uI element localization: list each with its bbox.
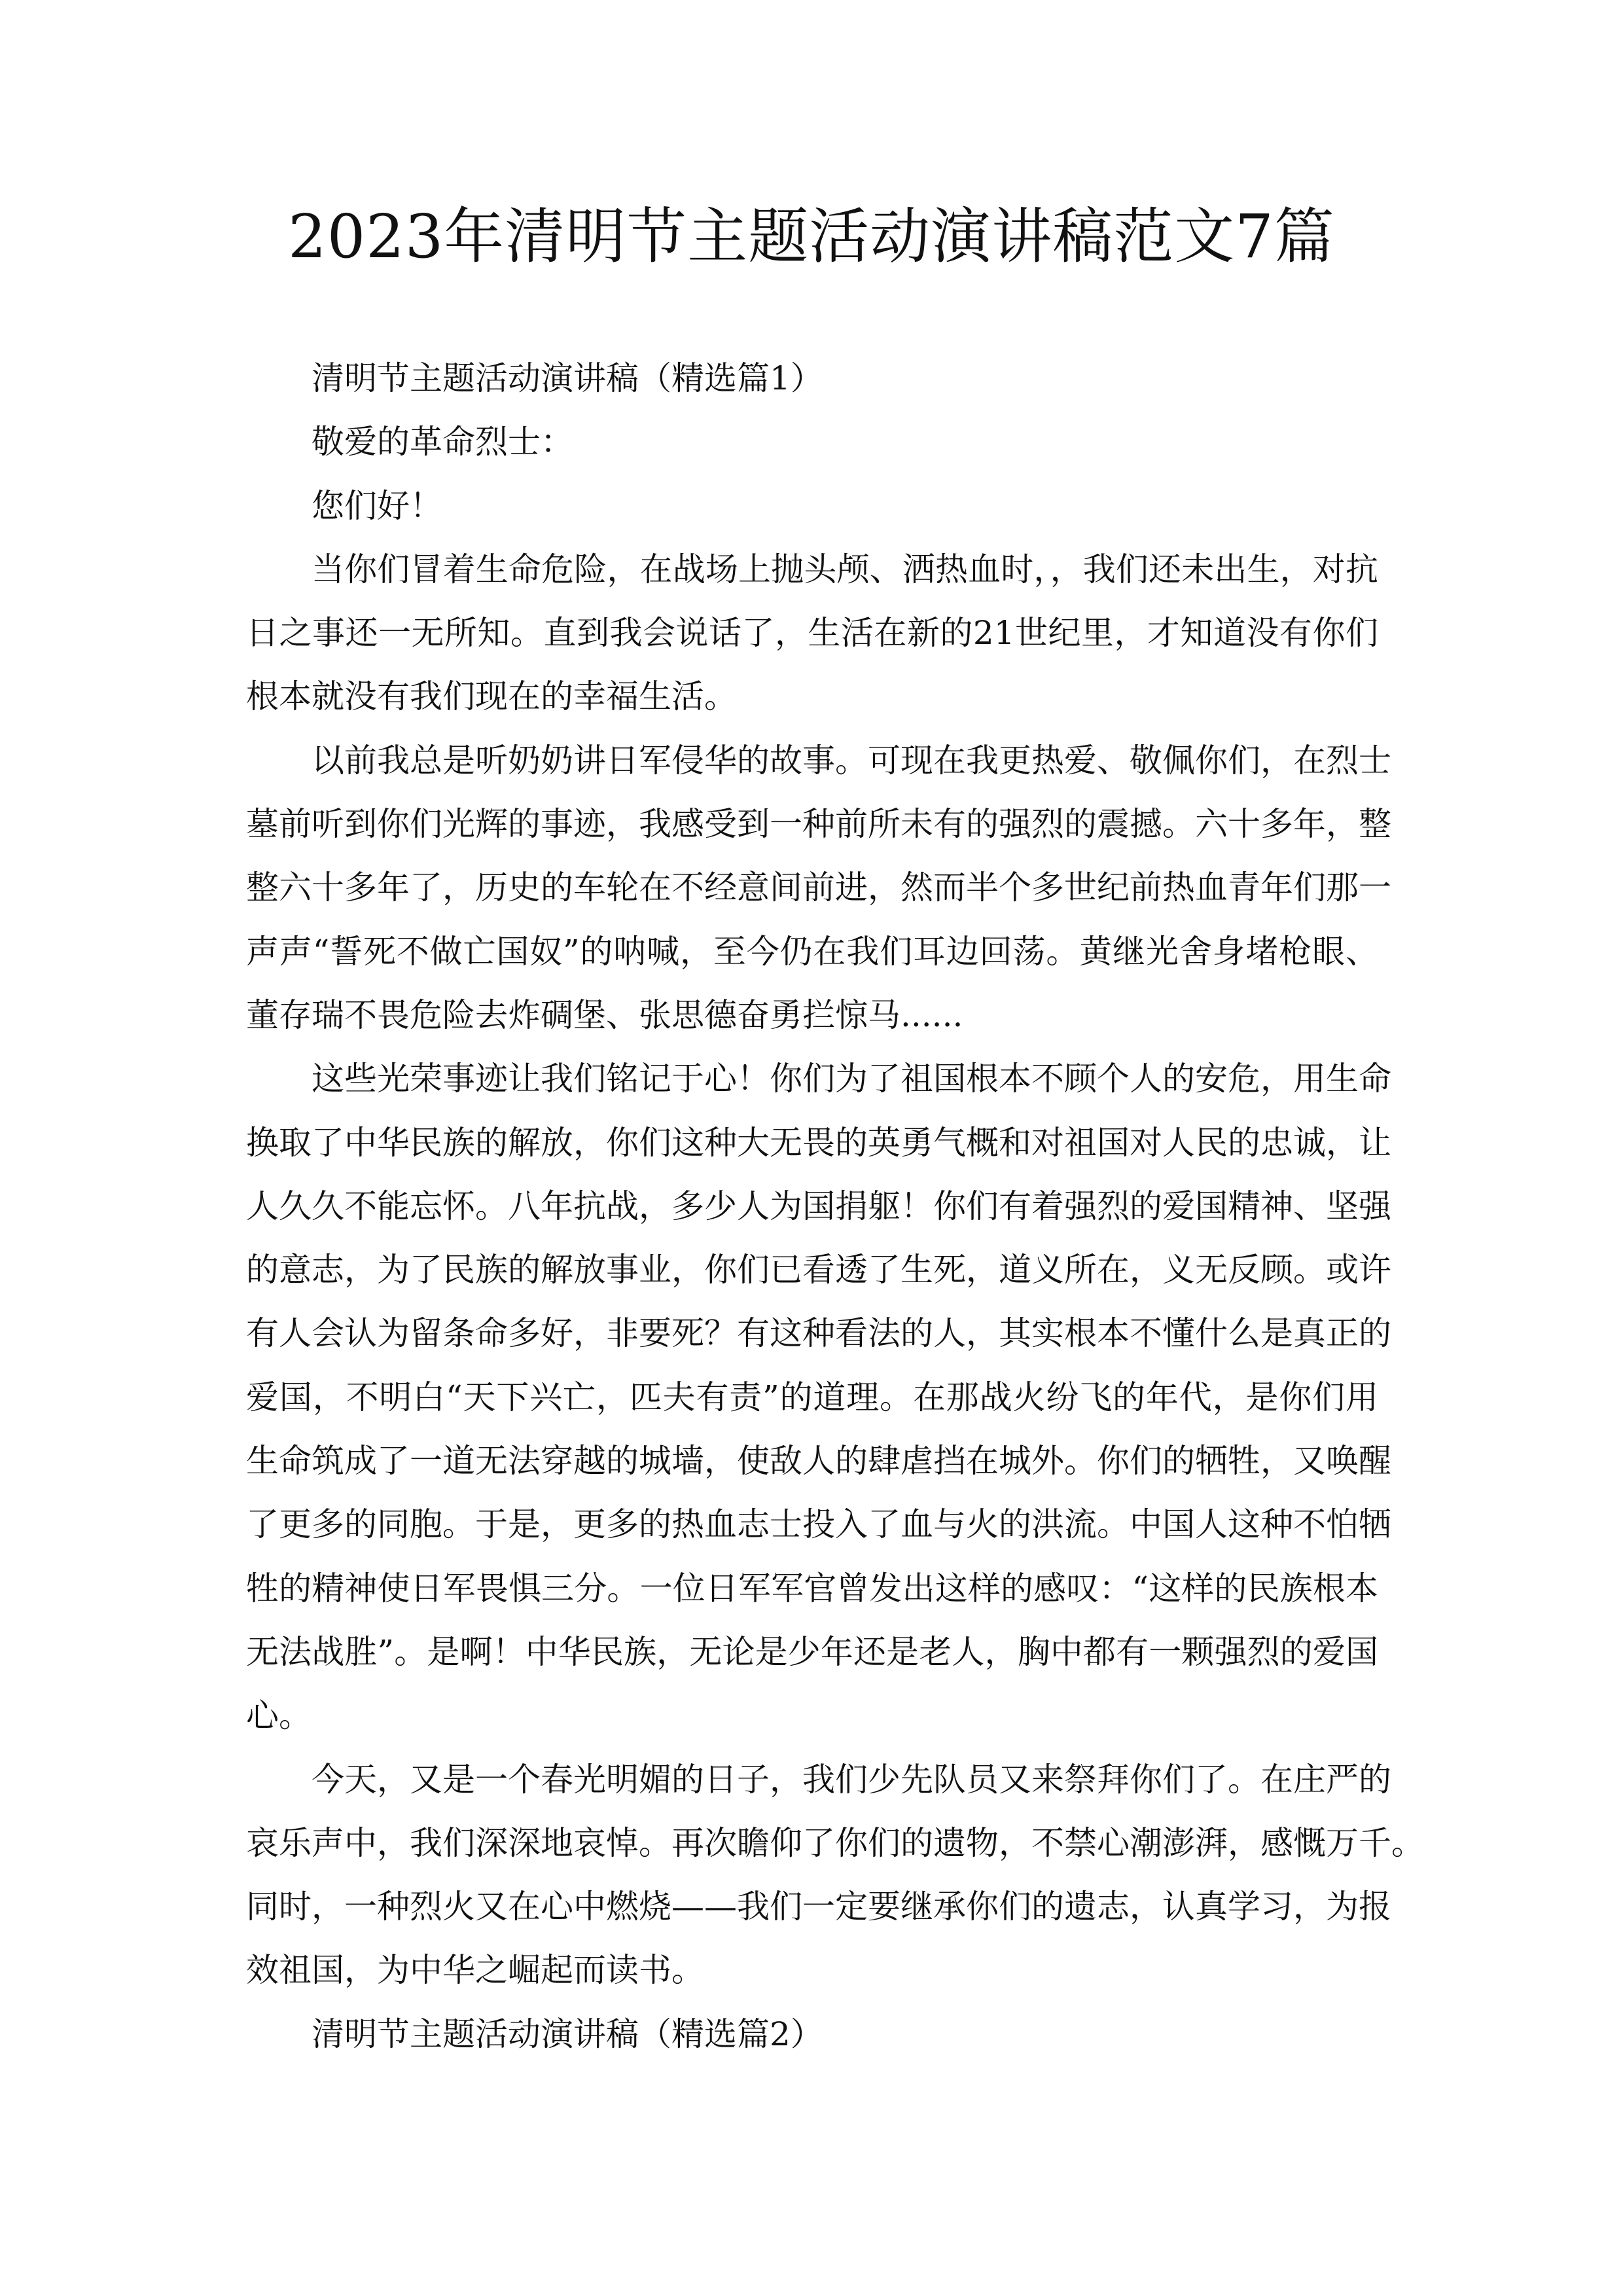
paragraph-line: 声声“誓死不做亡国奴”的呐喊，至今仍在我们耳边回荡。黄继光舍身堵枪眼、 [246, 932, 1378, 971]
paragraph-line: 根本就没有我们现在的幸福生活。 [246, 677, 737, 716]
paragraph-line: 有人会认为留条命多好，非要死？有这种看法的人，其实根本不懂什么是真正的 [246, 1314, 1391, 1353]
paragraph-line: 敬爱的革命烈士： [312, 423, 573, 461]
paragraph-line: 同时，一种烈火又在心中燃烧——我们一定要继承你们的遗志，认真学习，为报 [246, 1888, 1391, 1926]
paragraph-line: 了更多的同胞。于是，更多的热血志士投入了血与火的洪流。中国人这种不怕牺 [246, 1505, 1391, 1544]
paragraph-line: 以前我总是听奶奶讲日军侵华的故事。可现在我更热爱、敬佩你们，在烈士 [312, 741, 1391, 780]
paragraph-line: 这些光荣事迹让我们铭记于心！你们为了祖国根本不顾个人的安危，用生命 [312, 1060, 1391, 1098]
paragraph-line: 爱国，不明白“天下兴亡，匹夫有责”的道理。在那战火纷飞的年代，是你们用 [246, 1378, 1378, 1416]
paragraph-line: 心。 [246, 1696, 312, 1735]
paragraph-line: 的意志，为了民族的解放事业，你们已看透了生死，道义所在，义无反顾。或许 [246, 1251, 1391, 1289]
paragraph-line: 日之事还一无所知。直到我会说话了，生活在新的21世纪里，才知道没有你们 [246, 614, 1378, 653]
paragraph-line: 您们好！ [312, 486, 442, 525]
paragraph-line: 整六十多年了，历史的车轮在不经意间前进，然而半个多世纪前热血青年们那一 [246, 869, 1391, 907]
paragraph-line: 无法战胜”。是啊！中华民族，无论是少年还是老人，胸中都有一颗强烈的爱国 [246, 1632, 1378, 1671]
paragraph-line: 今天，又是一个春光明媚的日子，我们少先队员又来祭拜你们了。在庄严的 [312, 1760, 1391, 1799]
paragraph-line: 哀乐声中，我们深深地哀悼。再次瞻仰了你们的遗物，不禁心潮澎湃，感慨万千。 [246, 1823, 1424, 1862]
paragraph-line: 效祖国，为中华之崛起而读书。 [246, 1951, 704, 1990]
paragraph-line: 当你们冒着生命危险，在战场上抛头颅、洒热血时，，我们还未出生，对抗 [312, 550, 1378, 588]
document-title: 2023年清明节主题活动演讲稿范文7篇 [288, 202, 1335, 272]
paragraph-line: 人久久不能忘怀。八年抗战，多少人为国捐躯！你们有着强烈的爱国精神、坚强 [246, 1187, 1391, 1225]
paragraph-line: 墓前听到你们光辉的事迹，我感受到一种前所未有的强烈的震撼。六十多年，整 [246, 805, 1391, 844]
paragraph-line: 清明节主题活动演讲稿（精选篇1） [312, 359, 823, 397]
paragraph-line: 生命筑成了一道无法穿越的城墙，使敌人的肆虐挡在城外。你们的牺牲，又唤醒 [246, 1442, 1391, 1480]
document-body [246, 359, 1424, 2078]
paragraph-line: 牲的精神使日军畏惧三分。一位日军军官曾发出这样的感叹：“这样的民族根本 [246, 1569, 1378, 1607]
paragraph-line: 清明节主题活动演讲稿（精选篇2） [312, 2015, 823, 2053]
paragraph-line: 董存瑞不畏危险去炸碉堡、张思德奋勇拦惊马...... [246, 996, 963, 1034]
paragraph-line: 换取了中华民族的解放，你们这种大无畏的英勇气概和对祖国对人民的忠诚，让 [246, 1123, 1391, 1162]
